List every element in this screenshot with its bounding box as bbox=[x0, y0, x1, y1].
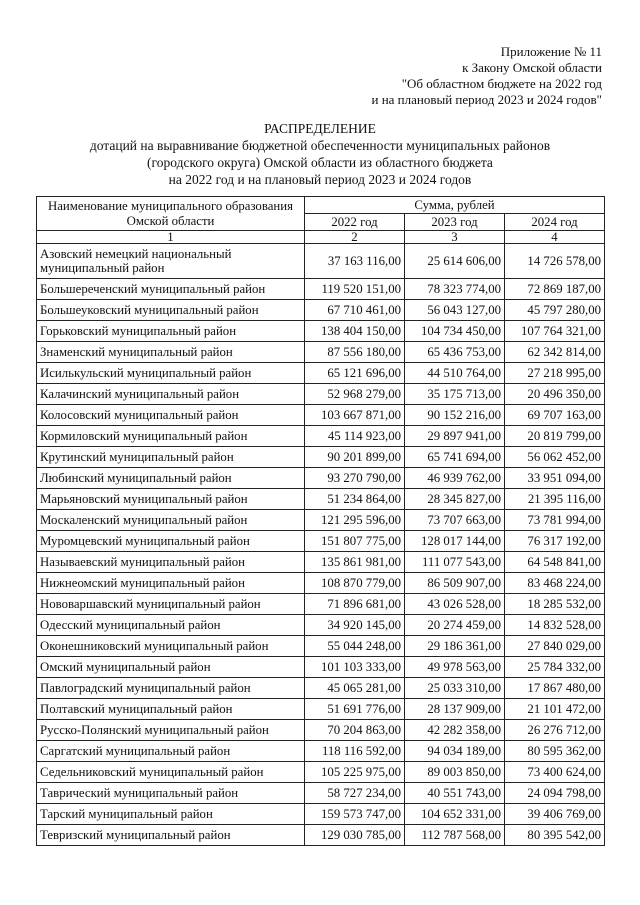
amount-2022: 108 870 779,00 bbox=[305, 573, 405, 594]
appendix-line: Приложение № 11 bbox=[500, 44, 602, 59]
appendix-line: "Об областном бюджете на 2022 год bbox=[401, 76, 602, 91]
amount-2023: 112 787 568,00 bbox=[405, 825, 505, 846]
amount-2022: 135 861 981,00 bbox=[305, 552, 405, 573]
amount-2023: 86 509 907,00 bbox=[405, 573, 505, 594]
municipality-name: Знаменский муниципальный район bbox=[37, 342, 305, 363]
amount-2023: 65 741 694,00 bbox=[405, 447, 505, 468]
municipality-name: Колосовский муниципальный район bbox=[37, 405, 305, 426]
amount-2023: 44 510 764,00 bbox=[405, 363, 505, 384]
municipality-name: Оконешниковский муниципальный район bbox=[37, 636, 305, 657]
amount-2023: 65 436 753,00 bbox=[405, 342, 505, 363]
table-body bbox=[37, 244, 605, 846]
amount-2023: 49 978 563,00 bbox=[405, 657, 505, 678]
table-row bbox=[37, 615, 605, 636]
amount-2022: 34 920 145,00 bbox=[305, 615, 405, 636]
amount-2024: 80 595 362,00 bbox=[505, 741, 605, 762]
column-number: 4 bbox=[505, 231, 605, 244]
table-row bbox=[37, 762, 605, 783]
column-number: 2 bbox=[305, 231, 405, 244]
amount-2022: 87 556 180,00 bbox=[305, 342, 405, 363]
table-row bbox=[37, 321, 605, 342]
amount-2023: 104 734 450,00 bbox=[405, 321, 505, 342]
table-row bbox=[37, 384, 605, 405]
amount-2022: 37 163 116,00 bbox=[305, 244, 405, 279]
amount-2024: 14 832 528,00 bbox=[505, 615, 605, 636]
amount-2023: 94 034 189,00 bbox=[405, 741, 505, 762]
amount-2022: 90 201 899,00 bbox=[305, 447, 405, 468]
amount-2023: 29 186 361,00 bbox=[405, 636, 505, 657]
amount-2024: 69 707 163,00 bbox=[505, 405, 605, 426]
municipality-name: Марьяновский муниципальный район bbox=[37, 489, 305, 510]
amount-2022: 65 121 696,00 bbox=[305, 363, 405, 384]
municipality-name: Муромцевский муниципальный район bbox=[37, 531, 305, 552]
municipality-name: Омский муниципальный район bbox=[37, 657, 305, 678]
amount-2022: 93 270 790,00 bbox=[305, 468, 405, 489]
amount-2022: 71 896 681,00 bbox=[305, 594, 405, 615]
amount-2023: 111 077 543,00 bbox=[405, 552, 505, 573]
amount-2023: 104 652 331,00 bbox=[405, 804, 505, 825]
amount-2022: 118 116 592,00 bbox=[305, 741, 405, 762]
amount-2023: 28 137 909,00 bbox=[405, 699, 505, 720]
amount-2022: 58 727 234,00 bbox=[305, 783, 405, 804]
amount-2022: 121 295 596,00 bbox=[305, 510, 405, 531]
municipality-name: Большеуковский муниципальный район bbox=[37, 300, 305, 321]
table-row bbox=[37, 342, 605, 363]
table-row bbox=[37, 426, 605, 447]
table-row bbox=[37, 699, 605, 720]
amount-2024: 21 101 472,00 bbox=[505, 699, 605, 720]
amount-2024: 107 764 321,00 bbox=[505, 321, 605, 342]
amount-2024: 25 784 332,00 bbox=[505, 657, 605, 678]
municipality-name: Одесский муниципальный район bbox=[37, 615, 305, 636]
amount-2024: 14 726 578,00 bbox=[505, 244, 605, 279]
table-row bbox=[37, 363, 605, 384]
header-sum: Сумма, рублей bbox=[305, 197, 605, 214]
amount-2022: 129 030 785,00 bbox=[305, 825, 405, 846]
amount-2024: 27 218 995,00 bbox=[505, 363, 605, 384]
municipality-name: Тевризский муниципальный район bbox=[37, 825, 305, 846]
header-year-2024: 2024 год bbox=[505, 214, 605, 231]
table-row bbox=[37, 783, 605, 804]
table-row bbox=[37, 279, 605, 300]
municipality-name: Азовский немецкий национальный муниципальный район bbox=[37, 244, 305, 279]
amount-2022: 159 573 747,00 bbox=[305, 804, 405, 825]
document-title bbox=[0, 120, 640, 188]
amount-2023: 128 017 144,00 bbox=[405, 531, 505, 552]
table-row bbox=[37, 720, 605, 741]
amount-2024: 18 285 532,00 bbox=[505, 594, 605, 615]
municipality-name: Горьковский муниципальный район bbox=[37, 321, 305, 342]
amount-2024: 24 094 798,00 bbox=[505, 783, 605, 804]
municipality-name: Таврический муниципальный район bbox=[37, 783, 305, 804]
table-row bbox=[37, 531, 605, 552]
header-year-2023: 2023 год bbox=[405, 214, 505, 231]
table-row bbox=[37, 594, 605, 615]
amount-2024: 72 869 187,00 bbox=[505, 279, 605, 300]
amount-2022: 67 710 461,00 bbox=[305, 300, 405, 321]
amount-2022: 52 968 279,00 bbox=[305, 384, 405, 405]
appendix-line: и на плановый период 2023 и 2024 годов" bbox=[371, 92, 602, 107]
amount-2024: 21 395 116,00 bbox=[505, 489, 605, 510]
header-municipality: Наименование муниципального образования Омской области bbox=[37, 197, 305, 231]
table-row bbox=[37, 300, 605, 321]
amount-2023: 46 939 762,00 bbox=[405, 468, 505, 489]
amount-2023: 40 551 743,00 bbox=[405, 783, 505, 804]
amount-2022: 51 691 776,00 bbox=[305, 699, 405, 720]
appendix-header bbox=[272, 44, 602, 108]
table-row bbox=[37, 573, 605, 594]
municipality-name: Нововаршавский муниципальный район bbox=[37, 594, 305, 615]
amount-2023: 28 345 827,00 bbox=[405, 489, 505, 510]
amount-2024: 27 840 029,00 bbox=[505, 636, 605, 657]
municipality-name: Кормиловский муниципальный район bbox=[37, 426, 305, 447]
amount-2024: 39 406 769,00 bbox=[505, 804, 605, 825]
amount-2024: 45 797 280,00 bbox=[505, 300, 605, 321]
amount-2022: 105 225 975,00 bbox=[305, 762, 405, 783]
title-line: (городского округа) Омской области из областного бюджета bbox=[147, 155, 493, 170]
appendix-line: к Закону Омской области bbox=[462, 60, 602, 75]
amount-2023: 29 897 941,00 bbox=[405, 426, 505, 447]
column-number: 1 bbox=[37, 231, 305, 244]
amount-2023: 42 282 358,00 bbox=[405, 720, 505, 741]
amount-2022: 151 807 775,00 bbox=[305, 531, 405, 552]
amount-2023: 20 274 459,00 bbox=[405, 615, 505, 636]
table-row bbox=[37, 636, 605, 657]
amount-2023: 90 152 216,00 bbox=[405, 405, 505, 426]
municipality-name: Саргатский муниципальный район bbox=[37, 741, 305, 762]
amount-2022: 70 204 863,00 bbox=[305, 720, 405, 741]
table-row bbox=[37, 825, 605, 846]
amount-2023: 56 043 127,00 bbox=[405, 300, 505, 321]
amount-2024: 62 342 814,00 bbox=[505, 342, 605, 363]
municipality-name: Любинский муниципальный район bbox=[37, 468, 305, 489]
header-year-2022: 2022 год bbox=[305, 214, 405, 231]
amount-2024: 33 951 094,00 bbox=[505, 468, 605, 489]
table-row bbox=[37, 447, 605, 468]
municipality-name: Полтавский муниципальный район bbox=[37, 699, 305, 720]
amount-2023: 43 026 528,00 bbox=[405, 594, 505, 615]
amount-2024: 64 548 841,00 bbox=[505, 552, 605, 573]
amount-2023: 89 003 850,00 bbox=[405, 762, 505, 783]
amount-2024: 20 496 350,00 bbox=[505, 384, 605, 405]
municipality-name: Крутинский муниципальный район bbox=[37, 447, 305, 468]
amount-2024: 17 867 480,00 bbox=[505, 678, 605, 699]
table-row bbox=[37, 405, 605, 426]
municipality-name: Седельниковский муниципальный район bbox=[37, 762, 305, 783]
amount-2023: 78 323 774,00 bbox=[405, 279, 505, 300]
amount-2024: 20 819 799,00 bbox=[505, 426, 605, 447]
amount-2022: 51 234 864,00 bbox=[305, 489, 405, 510]
amount-2022: 101 103 333,00 bbox=[305, 657, 405, 678]
table-row bbox=[37, 468, 605, 489]
column-number: 3 bbox=[405, 231, 505, 244]
amount-2023: 73 707 663,00 bbox=[405, 510, 505, 531]
amount-2024: 73 400 624,00 bbox=[505, 762, 605, 783]
amount-2024: 83 468 224,00 bbox=[505, 573, 605, 594]
amount-2024: 56 062 452,00 bbox=[505, 447, 605, 468]
municipality-name: Тарский муниципальный район bbox=[37, 804, 305, 825]
amount-2023: 35 175 713,00 bbox=[405, 384, 505, 405]
table-row bbox=[37, 657, 605, 678]
table-row bbox=[37, 552, 605, 573]
table-row bbox=[37, 510, 605, 531]
title-heading: РАСПРЕДЕЛЕНИЕ bbox=[264, 121, 376, 136]
table-row bbox=[37, 804, 605, 825]
amount-2022: 45 114 923,00 bbox=[305, 426, 405, 447]
amount-2023: 25 033 310,00 bbox=[405, 678, 505, 699]
amount-2022: 119 520 151,00 bbox=[305, 279, 405, 300]
municipality-name: Большереченский муниципальный район bbox=[37, 279, 305, 300]
municipality-name: Павлоградский муниципальный район bbox=[37, 678, 305, 699]
amount-2022: 138 404 150,00 bbox=[305, 321, 405, 342]
amount-2022: 55 044 248,00 bbox=[305, 636, 405, 657]
municipality-name: Москаленский муниципальный район bbox=[37, 510, 305, 531]
distribution-table bbox=[36, 196, 605, 846]
amount-2022: 103 667 871,00 bbox=[305, 405, 405, 426]
municipality-name: Исилькульский муниципальный район bbox=[37, 363, 305, 384]
table-row bbox=[37, 741, 605, 762]
amount-2024: 80 395 542,00 bbox=[505, 825, 605, 846]
table-row bbox=[37, 489, 605, 510]
municipality-name: Калачинский муниципальный район bbox=[37, 384, 305, 405]
table-row bbox=[37, 678, 605, 699]
municipality-name: Называевский муниципальный район bbox=[37, 552, 305, 573]
title-line: на 2022 год и на плановый период 2023 и 2024 годов bbox=[168, 172, 472, 187]
title-line: дотаций на выравнивание бюджетной обеспеченности муниципальных районов bbox=[89, 138, 551, 153]
amount-2024: 73 781 994,00 bbox=[505, 510, 605, 531]
amount-2024: 76 317 192,00 bbox=[505, 531, 605, 552]
amount-2023: 25 614 606,00 bbox=[405, 244, 505, 279]
table-row bbox=[37, 244, 605, 279]
municipality-name: Нижнеомский муниципальный район bbox=[37, 573, 305, 594]
amount-2024: 26 276 712,00 bbox=[505, 720, 605, 741]
municipality-name: Русско-Полянский муниципальный район bbox=[37, 720, 305, 741]
amount-2022: 45 065 281,00 bbox=[305, 678, 405, 699]
